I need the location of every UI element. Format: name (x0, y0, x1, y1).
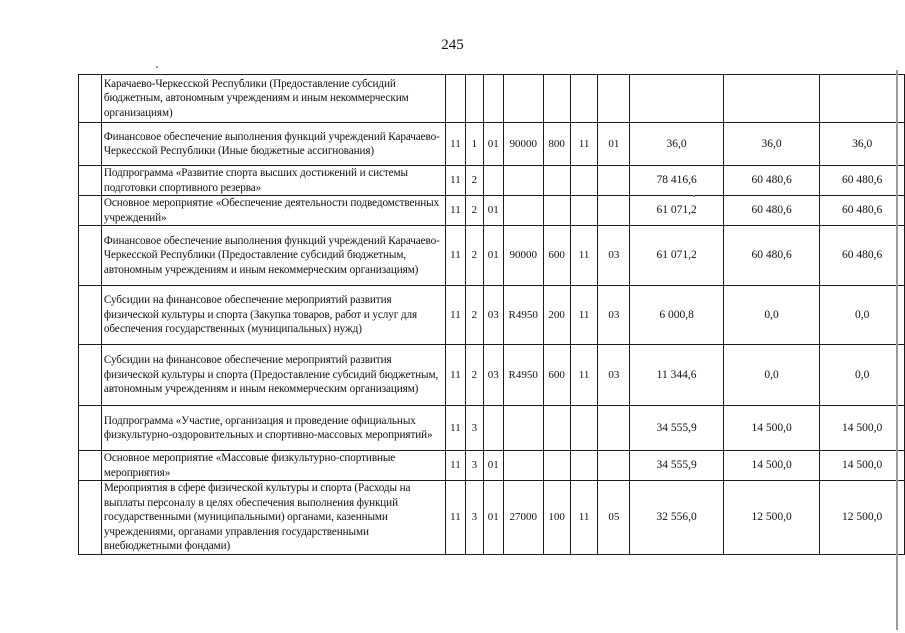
table-body (79, 75, 905, 555)
expense-type-code-cell: 100 (543, 481, 570, 555)
row-name-cell: Основное мероприятие «Массовые физкультурно-спортивные мероприятия» (101, 451, 445, 481)
direction-code-cell: 90000 (503, 123, 543, 166)
subprogram-code-cell: 3 (465, 451, 483, 481)
amount-year-3-cell: 60 480,6 (820, 226, 905, 286)
row-name-cell: Карачаево-Черкесской Республики (Предоставление субсидий бюджетным, автономным учреждениям и иным некоммерческим организациям) (101, 75, 445, 123)
blank-margin-cell (79, 286, 102, 345)
row-name-cell: Финансовое обеспечение выполнения функций учреждений Карачаево-Черкесской Республики (Предоставление субсидий бюджетным, автономным учреждениям и иным некоммерческим организациям) (101, 226, 445, 286)
row-name-cell: Субсидии на финансовое обеспечение мероприятий развития физической культуры и спорта (Предоставление субсидий бюджетным, автономным учреждениям и иным некоммерческим организациям) (101, 345, 445, 406)
subprogram-code-cell: 2 (465, 226, 483, 286)
amount-year-2-cell: 14 500,0 (723, 451, 820, 481)
subsection-code-cell: 03 (598, 286, 630, 345)
scan-speck (156, 66, 158, 68)
amount-year-3-cell: 0,0 (820, 345, 905, 406)
amount-year-2-cell: 14 500,0 (723, 406, 820, 451)
scan-speck (693, 195, 695, 197)
subprogram-code-cell: 3 (465, 481, 483, 555)
row-name-cell: Мероприятия в сфере физической культуры и спорта (Расходы на выплаты персоналу в целях обеспечения выполнения функций государственными (муниципальными) органами, казенными учреждениями, органами управления государственными внебюджетными фондами) (101, 481, 445, 555)
activity-code-cell: 01 (483, 196, 503, 226)
amount-year-3-cell: 36,0 (820, 123, 905, 166)
table-row (79, 451, 905, 481)
blank-margin-cell (79, 123, 102, 166)
section-code-cell (445, 75, 465, 123)
direction-code-cell (503, 196, 543, 226)
amount-year-3-cell: 14 500,0 (820, 451, 905, 481)
chapter-code-cell: 11 (570, 123, 598, 166)
scan-page-edge (896, 70, 898, 630)
blank-margin-cell (79, 226, 102, 286)
activity-code-cell: 03 (483, 345, 503, 406)
section-code-cell: 11 (445, 196, 465, 226)
direction-code-cell: R4950 (503, 286, 543, 345)
subprogram-code-cell: 2 (465, 286, 483, 345)
subsection-code-cell (598, 75, 630, 123)
subsection-code-cell: 03 (598, 226, 630, 286)
amount-year-1-cell: 32 556,0 (630, 481, 724, 555)
chapter-code-cell (570, 451, 598, 481)
subprogram-code-cell: 3 (465, 406, 483, 451)
amount-year-1-cell: 61 071,2 (630, 196, 724, 226)
activity-code-cell: 01 (483, 123, 503, 166)
section-code-cell: 11 (445, 406, 465, 451)
subprogram-code-cell: 2 (465, 345, 483, 406)
table-row (79, 286, 905, 345)
expense-type-code-cell (543, 196, 570, 226)
amount-year-2-cell: 0,0 (723, 345, 820, 406)
section-code-cell: 11 (445, 123, 465, 166)
chapter-code-cell: 11 (570, 226, 598, 286)
row-name-cell: Подпрограмма «Развитие спорта высших достижений и системы подготовки спортивного резерва» (101, 166, 445, 196)
amount-year-3-cell: 60 480,6 (820, 196, 905, 226)
section-code-cell: 11 (445, 286, 465, 345)
section-code-cell: 11 (445, 166, 465, 196)
subprogram-code-cell: 2 (465, 166, 483, 196)
subsection-code-cell (598, 196, 630, 226)
expense-type-code-cell: 200 (543, 286, 570, 345)
expense-type-code-cell (543, 166, 570, 196)
subprogram-code-cell (465, 75, 483, 123)
activity-code-cell (483, 166, 503, 196)
table-row (79, 345, 905, 406)
chapter-code-cell (570, 406, 598, 451)
chapter-code-cell: 11 (570, 481, 598, 555)
amount-year-2-cell: 60 480,6 (723, 226, 820, 286)
blank-margin-cell (79, 451, 102, 481)
subsection-code-cell: 01 (598, 123, 630, 166)
blank-margin-cell (79, 345, 102, 406)
activity-code-cell: 01 (483, 451, 503, 481)
expense-type-code-cell: 800 (543, 123, 570, 166)
direction-code-cell: 90000 (503, 226, 543, 286)
table-row (79, 75, 905, 123)
amount-year-2-cell (723, 75, 820, 123)
blank-margin-cell (79, 166, 102, 196)
subprogram-code-cell: 1 (465, 123, 483, 166)
direction-code-cell (503, 166, 543, 196)
amount-year-1-cell: 34 555,9 (630, 451, 724, 481)
amount-year-2-cell: 0,0 (723, 286, 820, 345)
subsection-code-cell: 03 (598, 345, 630, 406)
activity-code-cell: 01 (483, 226, 503, 286)
blank-margin-cell (79, 196, 102, 226)
section-code-cell: 11 (445, 226, 465, 286)
table-row (79, 123, 905, 166)
amount-year-1-cell: 36,0 (630, 123, 724, 166)
direction-code-cell: 27000 (503, 481, 543, 555)
row-name-cell: Финансовое обеспечение выполнения функций учреждений Карачаево-Черкесской Республики (Иные бюджетные ассигнования) (101, 123, 445, 166)
subprogram-code-cell: 2 (465, 196, 483, 226)
blank-margin-cell (79, 406, 102, 451)
chapter-code-cell (570, 196, 598, 226)
chapter-code-cell: 11 (570, 286, 598, 345)
direction-code-cell (503, 451, 543, 481)
amount-year-3-cell: 12 500,0 (820, 481, 905, 555)
activity-code-cell: 01 (483, 481, 503, 555)
direction-code-cell: R4950 (503, 345, 543, 406)
expense-type-code-cell (543, 406, 570, 451)
subsection-code-cell (598, 451, 630, 481)
blank-margin-cell (79, 75, 102, 123)
activity-code-cell (483, 406, 503, 451)
amount-year-3-cell: 0,0 (820, 286, 905, 345)
activity-code-cell: 03 (483, 286, 503, 345)
row-name-cell: Субсидии на финансовое обеспечение мероприятий развития физической культуры и спорта (Закупка товаров, работ и услуг для обеспечения государственных (муниципальных) нужд) (101, 286, 445, 345)
blank-margin-cell (79, 481, 102, 555)
table-row (79, 166, 905, 196)
amount-year-1-cell: 6 000,8 (630, 286, 724, 345)
amount-year-3-cell: 14 500,0 (820, 406, 905, 451)
subsection-code-cell (598, 166, 630, 196)
section-code-cell: 11 (445, 481, 465, 555)
expense-type-code-cell: 600 (543, 345, 570, 406)
expense-type-code-cell: 600 (543, 226, 570, 286)
table-row (79, 406, 905, 451)
expense-type-code-cell (543, 75, 570, 123)
amount-year-1-cell (630, 75, 724, 123)
amount-year-1-cell: 78 416,6 (630, 166, 724, 196)
table-row (79, 481, 905, 555)
chapter-code-cell (570, 166, 598, 196)
table-row (79, 226, 905, 286)
budget-table (78, 74, 905, 555)
row-name-cell: Подпрограмма «Участие, организация и проведение официальных физкультурно-оздоровительных и спортивно-массовых мероприятий» (101, 406, 445, 451)
subsection-code-cell: 05 (598, 481, 630, 555)
amount-year-1-cell: 11 344,6 (630, 345, 724, 406)
direction-code-cell (503, 406, 543, 451)
table-row (79, 196, 905, 226)
section-code-cell: 11 (445, 451, 465, 481)
amount-year-2-cell: 36,0 (723, 123, 820, 166)
expense-type-code-cell (543, 451, 570, 481)
amount-year-3-cell (820, 75, 905, 123)
amount-year-3-cell: 60 480,6 (820, 166, 905, 196)
amount-year-1-cell: 61 071,2 (630, 226, 724, 286)
page-number: 245 (441, 37, 464, 53)
section-code-cell: 11 (445, 345, 465, 406)
chapter-code-cell (570, 75, 598, 123)
direction-code-cell (503, 75, 543, 123)
subsection-code-cell (598, 406, 630, 451)
amount-year-2-cell: 60 480,6 (723, 196, 820, 226)
amount-year-2-cell: 12 500,0 (723, 481, 820, 555)
row-name-cell: Основное мероприятие «Обеспечение деятельности подведомственных учреждений» (101, 196, 445, 226)
chapter-code-cell: 11 (570, 345, 598, 406)
amount-year-1-cell: 34 555,9 (630, 406, 724, 451)
activity-code-cell (483, 75, 503, 123)
amount-year-2-cell: 60 480,6 (723, 166, 820, 196)
